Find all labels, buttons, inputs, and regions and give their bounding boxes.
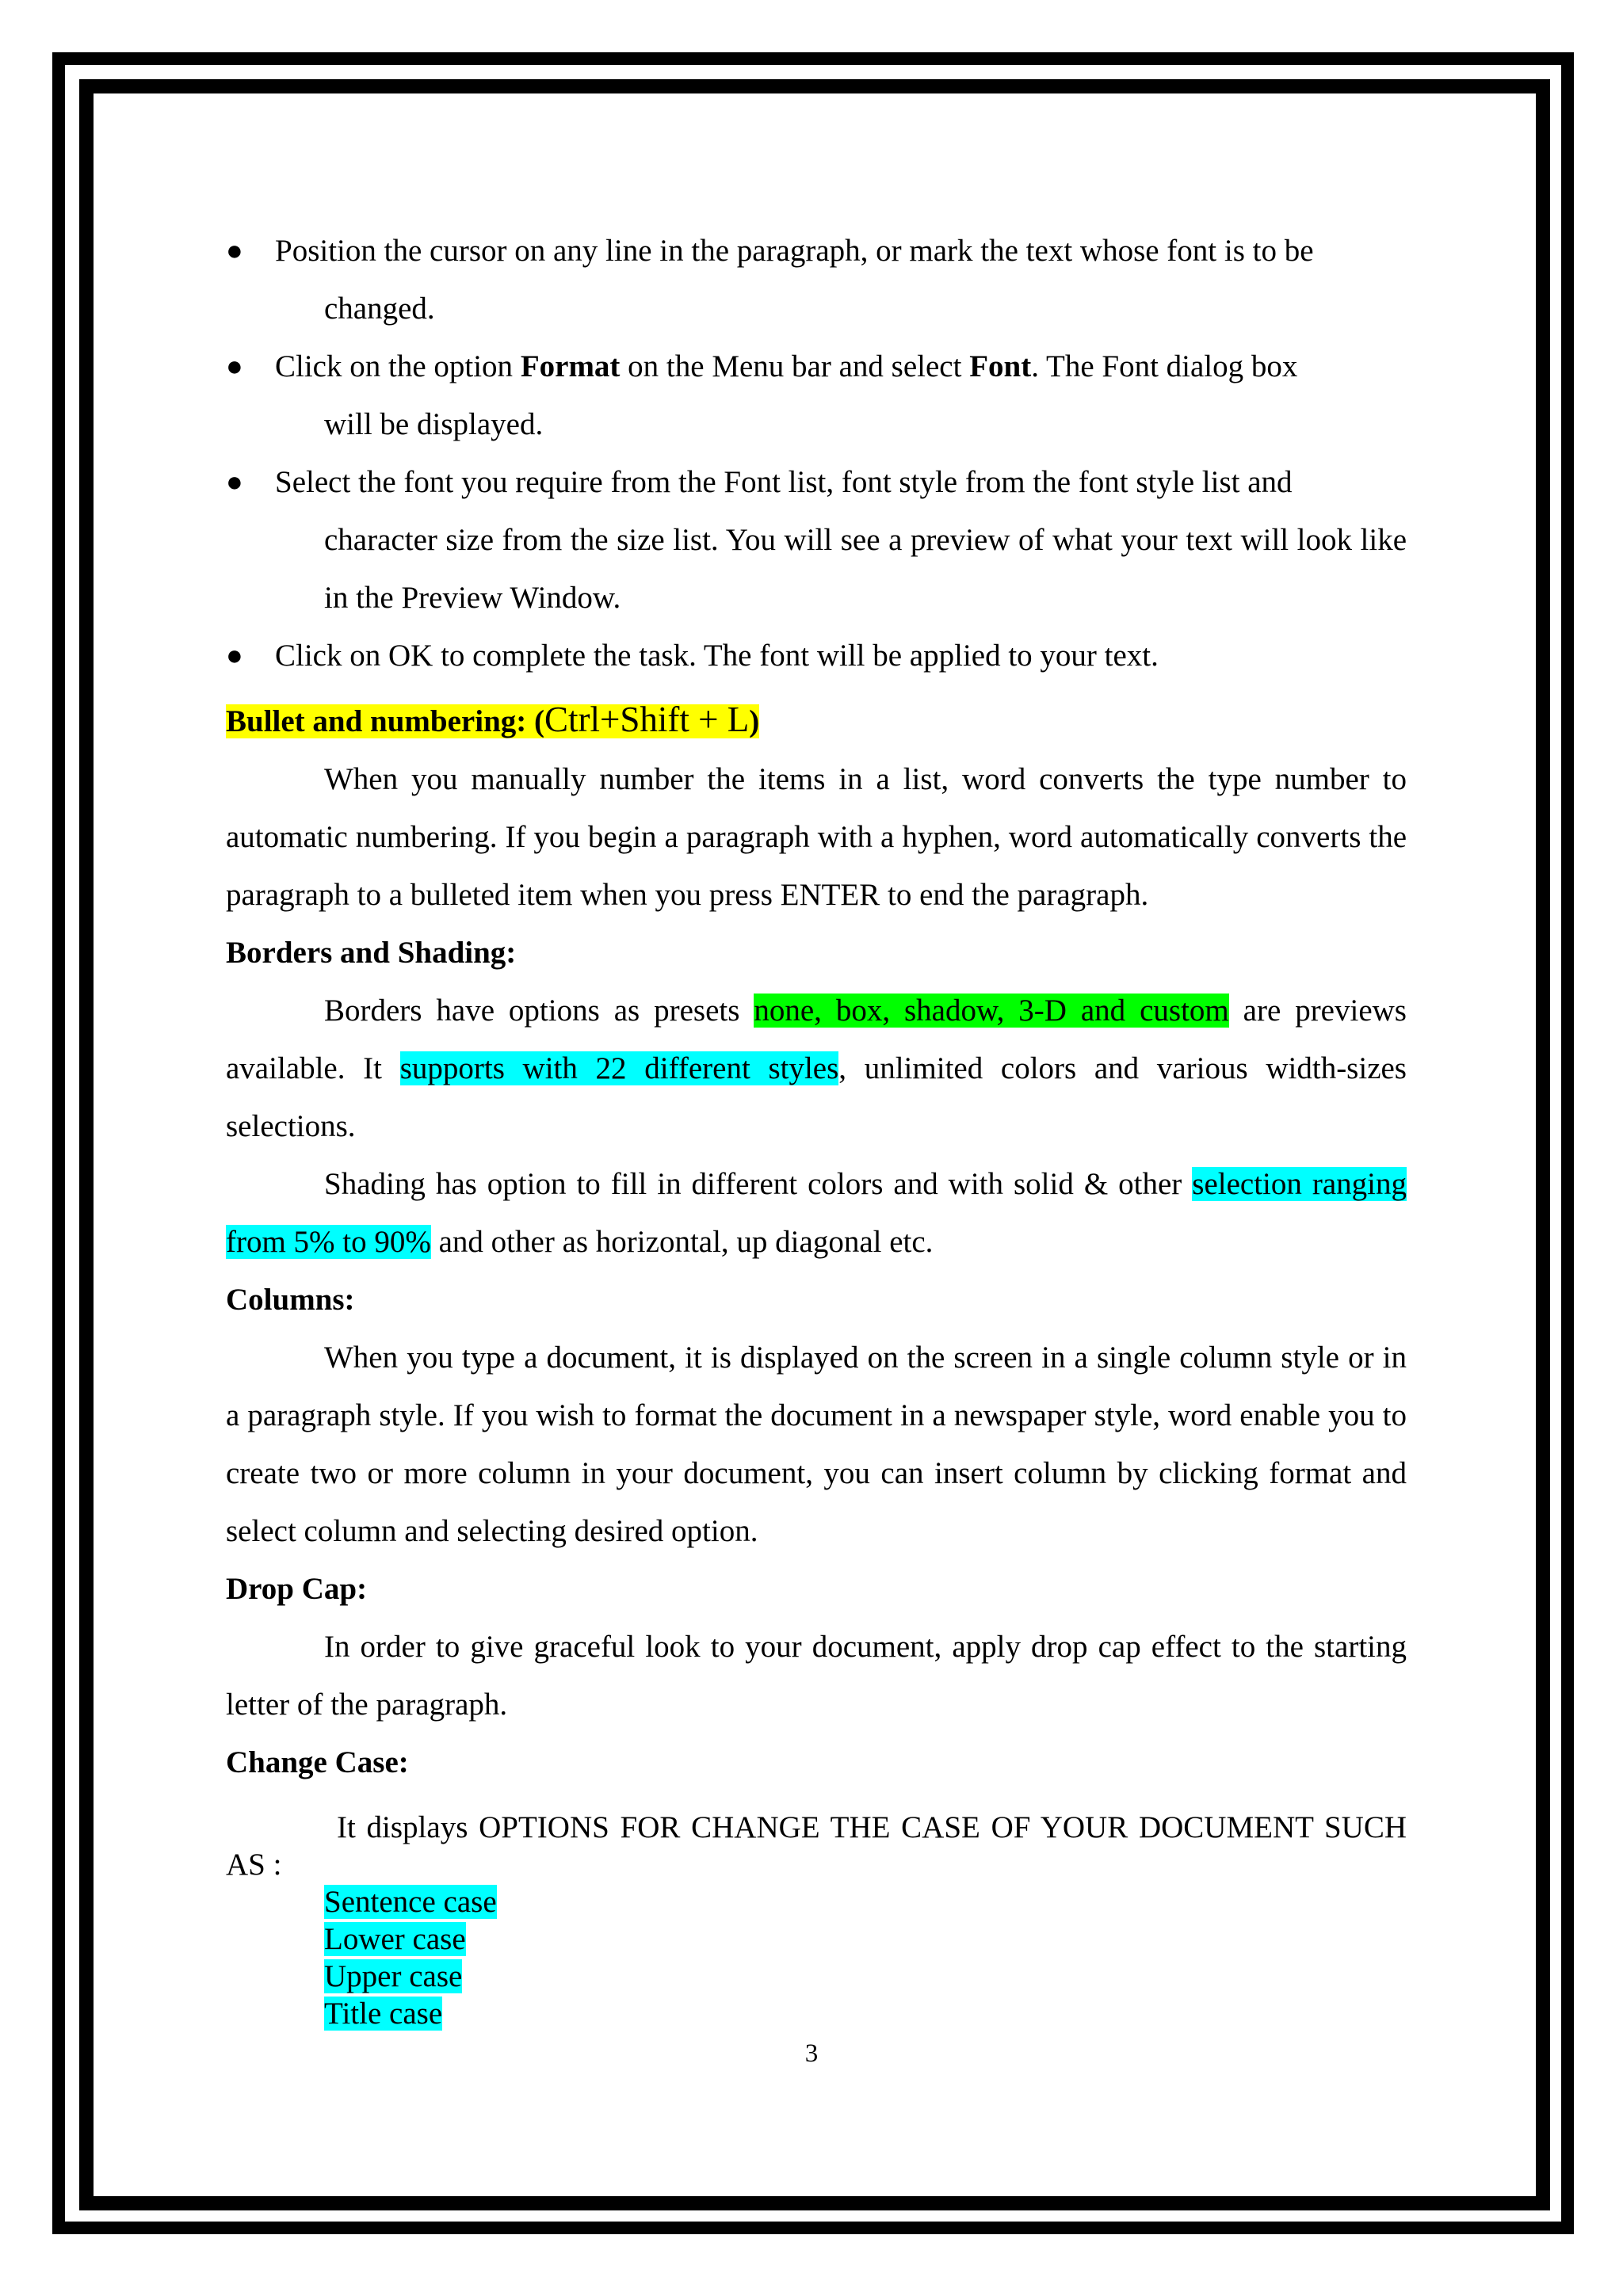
- highlight-styles: supports with 22 different styles: [399, 1051, 839, 1085]
- highlight-range: selection ranging from 5% to 90%: [226, 1167, 1407, 1259]
- section-heading-bullet-numbering: Bullet and numbering: (Ctrl+Shift + L): [226, 700, 760, 739]
- paragraph-columns: When you type a document, it is displayed on the screen in a single column style or in a paragraph style. If you wish to format the document in a newspaper style, word enable you to create two or more column in your document, you can insert column by clicking format and select column and selecting desired option.: [226, 1341, 1407, 1548]
- bullet-text: Position the cursor on any line in the paragraph, or mark the text whose font is to be: [275, 234, 1314, 268]
- bullet-text: Click on the option Format on the Menu bar and select Font. The Font dialog box: [275, 349, 1298, 383]
- list-item: Title case: [324, 1997, 443, 2031]
- font-menu-label: Font: [969, 349, 1032, 383]
- list-item: Lower case: [324, 1922, 466, 1956]
- paragraph-drop-cap: In order to give graceful look to your document, apply drop cap effect to the starting letter of the paragraph.: [226, 1630, 1407, 1722]
- bullet-text: Click on OK to complete the task. The font will be applied to your text.: [275, 639, 1159, 673]
- bullet-item: [226, 627, 1407, 685]
- bullet-icon: ●: [226, 639, 243, 671]
- bullet-text-continued: will be displayed.: [324, 407, 544, 441]
- list-item: Upper case: [324, 1959, 463, 1993]
- section-heading-change-case: Change Case:: [226, 1745, 409, 1779]
- paragraph-shading: Shading has option to fill in different colors and with solid & other selection ranging from 5% to 90% and other as horizontal, up diagonal etc.: [226, 1167, 1407, 1259]
- bullet-icon: ●: [226, 466, 243, 498]
- bullet-icon: ●: [226, 235, 243, 266]
- bullet-icon: ●: [226, 350, 243, 382]
- bullet-text-continued: changed.: [324, 292, 435, 326]
- paragraph-borders: Borders have options as presets none, box, shadow, 3-D and custom are previews available. It supports with 22 different styles, unlimited colors and various width-sizes selections.: [226, 994, 1407, 1143]
- paragraph-bullet-numbering: When you manually number the items in a list, word converts the type number to automatic numbering. If you begin a paragraph with a hyphen, word automatically converts the paragraph to a bulleted item when you press ENTER to end the paragraph.: [226, 762, 1407, 912]
- section-heading-borders-shading: Borders and Shading:: [226, 936, 517, 970]
- section-heading-columns: Columns:: [226, 1283, 355, 1317]
- bullet-item: [226, 453, 1407, 627]
- shortcut-text: Ctrl+Shift + L: [544, 700, 750, 739]
- page-number: 3: [804, 2039, 819, 2068]
- section-heading-drop-cap: Drop Cap:: [226, 1572, 368, 1606]
- bullet-text-continued: character size from the size list. You will see a preview of what your text will look like in the Preview Window.: [324, 523, 1407, 615]
- format-menu-label: Format: [520, 349, 621, 383]
- bullet-text: Select the font you require from the Font list, font style from the font style list and: [275, 465, 1293, 499]
- bullet-item: [226, 222, 1407, 338]
- case-options-list: [226, 1883, 1407, 2032]
- highlight-presets: none, box, shadow, 3-D and custom: [754, 994, 1229, 1028]
- paragraph-change-case: It displays OPTIONS FOR CHANGE THE CASE OF YOUR DOCUMENT SUCH AS :: [226, 1810, 1407, 1882]
- bullet-item: [226, 338, 1407, 453]
- list-item: Sentence case: [324, 1885, 497, 1919]
- document-body: [226, 222, 1407, 2032]
